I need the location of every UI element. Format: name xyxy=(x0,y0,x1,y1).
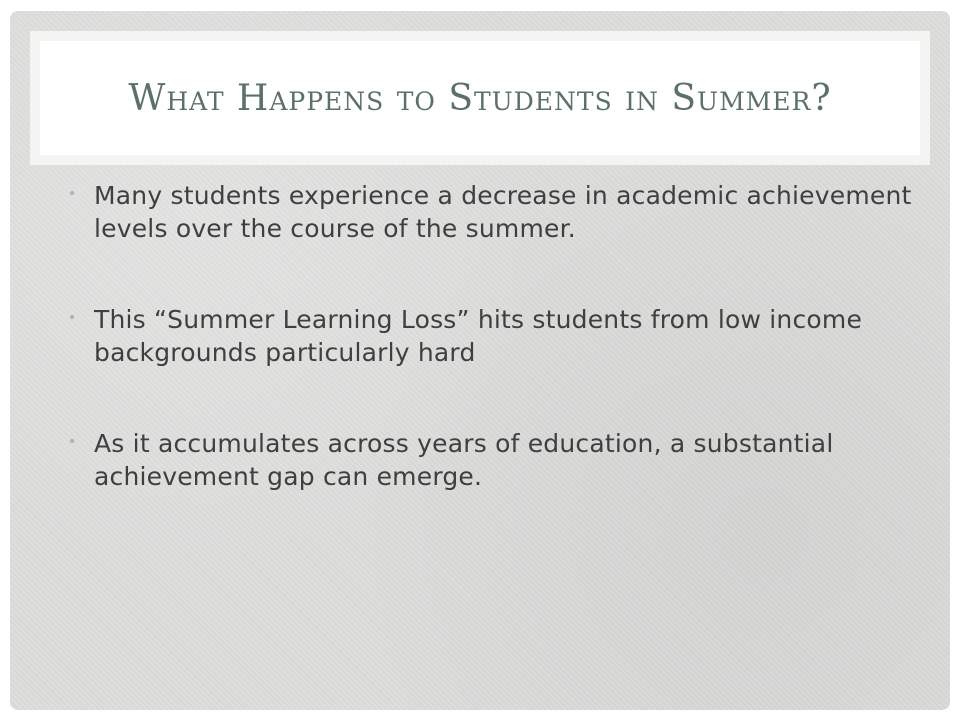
bullet-text: This “Summer Learning Loss” hits students from low income backgrounds particularly hard xyxy=(94,305,863,367)
title-frame xyxy=(30,31,930,165)
bullet-icon: • xyxy=(68,310,77,326)
bullet-text: As it accumulates across years of education, a substantial achievement gap can emerge. xyxy=(94,429,834,491)
slide-title: What Happens to Students in Summer? xyxy=(128,77,832,119)
bullet-item xyxy=(68,179,928,245)
bullet-item xyxy=(68,427,928,493)
bullet-list xyxy=(68,179,928,551)
bullet-icon: • xyxy=(68,434,77,450)
bullet-item xyxy=(68,303,928,369)
title-box xyxy=(40,41,920,155)
bullet-icon: • xyxy=(68,186,77,202)
bullet-text: Many students experience a decrease in academic achievement levels over the course of the summer. xyxy=(94,181,912,243)
slide xyxy=(10,11,950,710)
